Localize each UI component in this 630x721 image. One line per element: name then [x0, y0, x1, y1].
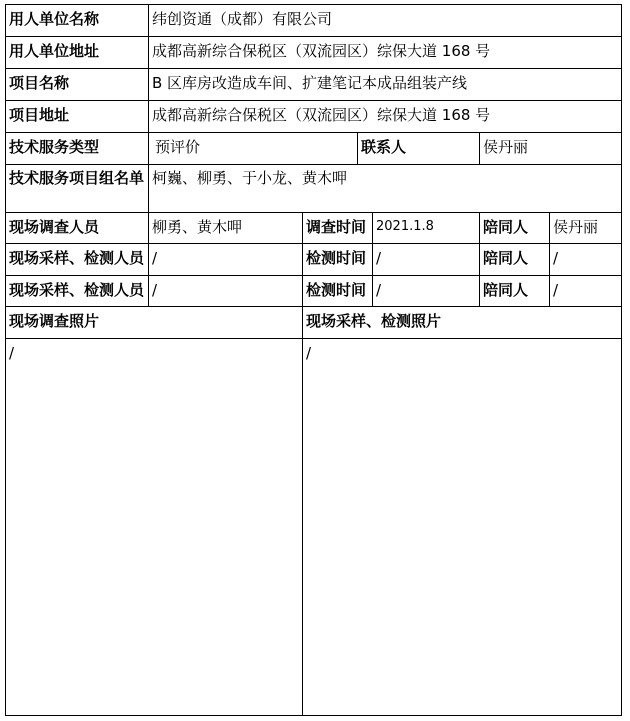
team-members-label: 技术服务项目组名单 — [6, 165, 149, 213]
sampling-photos-label: 现场采样、检测照片 — [303, 307, 621, 339]
sampling-staff-label-2: 现场采样、检测人员 — [6, 276, 149, 307]
contact-value: 侯丹丽 — [480, 133, 621, 165]
contact-label: 联系人 — [358, 133, 480, 165]
org-name-label: 用人单位名称 — [6, 5, 149, 37]
sampling-escort-label-1: 陪同人 — [480, 244, 550, 276]
sampling-escort-label-2: 陪同人 — [480, 276, 550, 307]
project-name-value: B 区库房改造成车间、扩建笔记本成品组装产线 — [149, 69, 621, 101]
test-time-value-2: / — [373, 276, 480, 307]
test-time-value-1: / — [373, 244, 480, 276]
survey-escort-label: 陪同人 — [480, 213, 550, 244]
survey-escort-value: 侯丹丽 — [550, 213, 621, 244]
sampling-photos-area: / — [306, 344, 312, 362]
sampling-staff-value-2: / — [149, 276, 303, 307]
org-address-label: 用人单位地址 — [6, 37, 149, 69]
test-time-label-1: 检测时间 — [303, 244, 373, 276]
service-type-value: 预评价 — [149, 133, 358, 165]
survey-record-form — [5, 4, 622, 716]
sampling-staff-label-1: 现场采样、检测人员 — [6, 244, 149, 276]
survey-photos-label: 现场调查照片 — [6, 307, 303, 339]
sampling-escort-value-2: / — [550, 276, 621, 307]
sampling-staff-value-1: / — [149, 244, 303, 276]
survey-time-label: 调查时间 — [303, 213, 373, 244]
survey-photos-area: / — [6, 339, 303, 715]
project-name-label: 项目名称 — [6, 69, 149, 101]
org-name-value: 纬创资通（成都）有限公司 — [149, 5, 621, 37]
sampling-escort-value-1: / — [550, 244, 621, 276]
project-address-value: 成都高新综合保税区（双流园区）综保大道 168 号 — [149, 101, 621, 133]
org-address-value: 成都高新综合保税区（双流园区）综保大道 168 号 — [149, 37, 621, 69]
survey-time-value: 2021.1.8 — [373, 213, 480, 244]
survey-staff-label: 现场调查人员 — [6, 213, 149, 244]
project-address-label: 项目地址 — [6, 101, 149, 133]
team-members-value: 柯巍、柳勇、于小龙、黄木呷 — [149, 165, 621, 213]
survey-staff-value: 柳勇、黄木呷 — [149, 213, 303, 244]
service-type-label: 技术服务类型 — [6, 133, 149, 165]
test-time-label-2: 检测时间 — [303, 276, 373, 307]
